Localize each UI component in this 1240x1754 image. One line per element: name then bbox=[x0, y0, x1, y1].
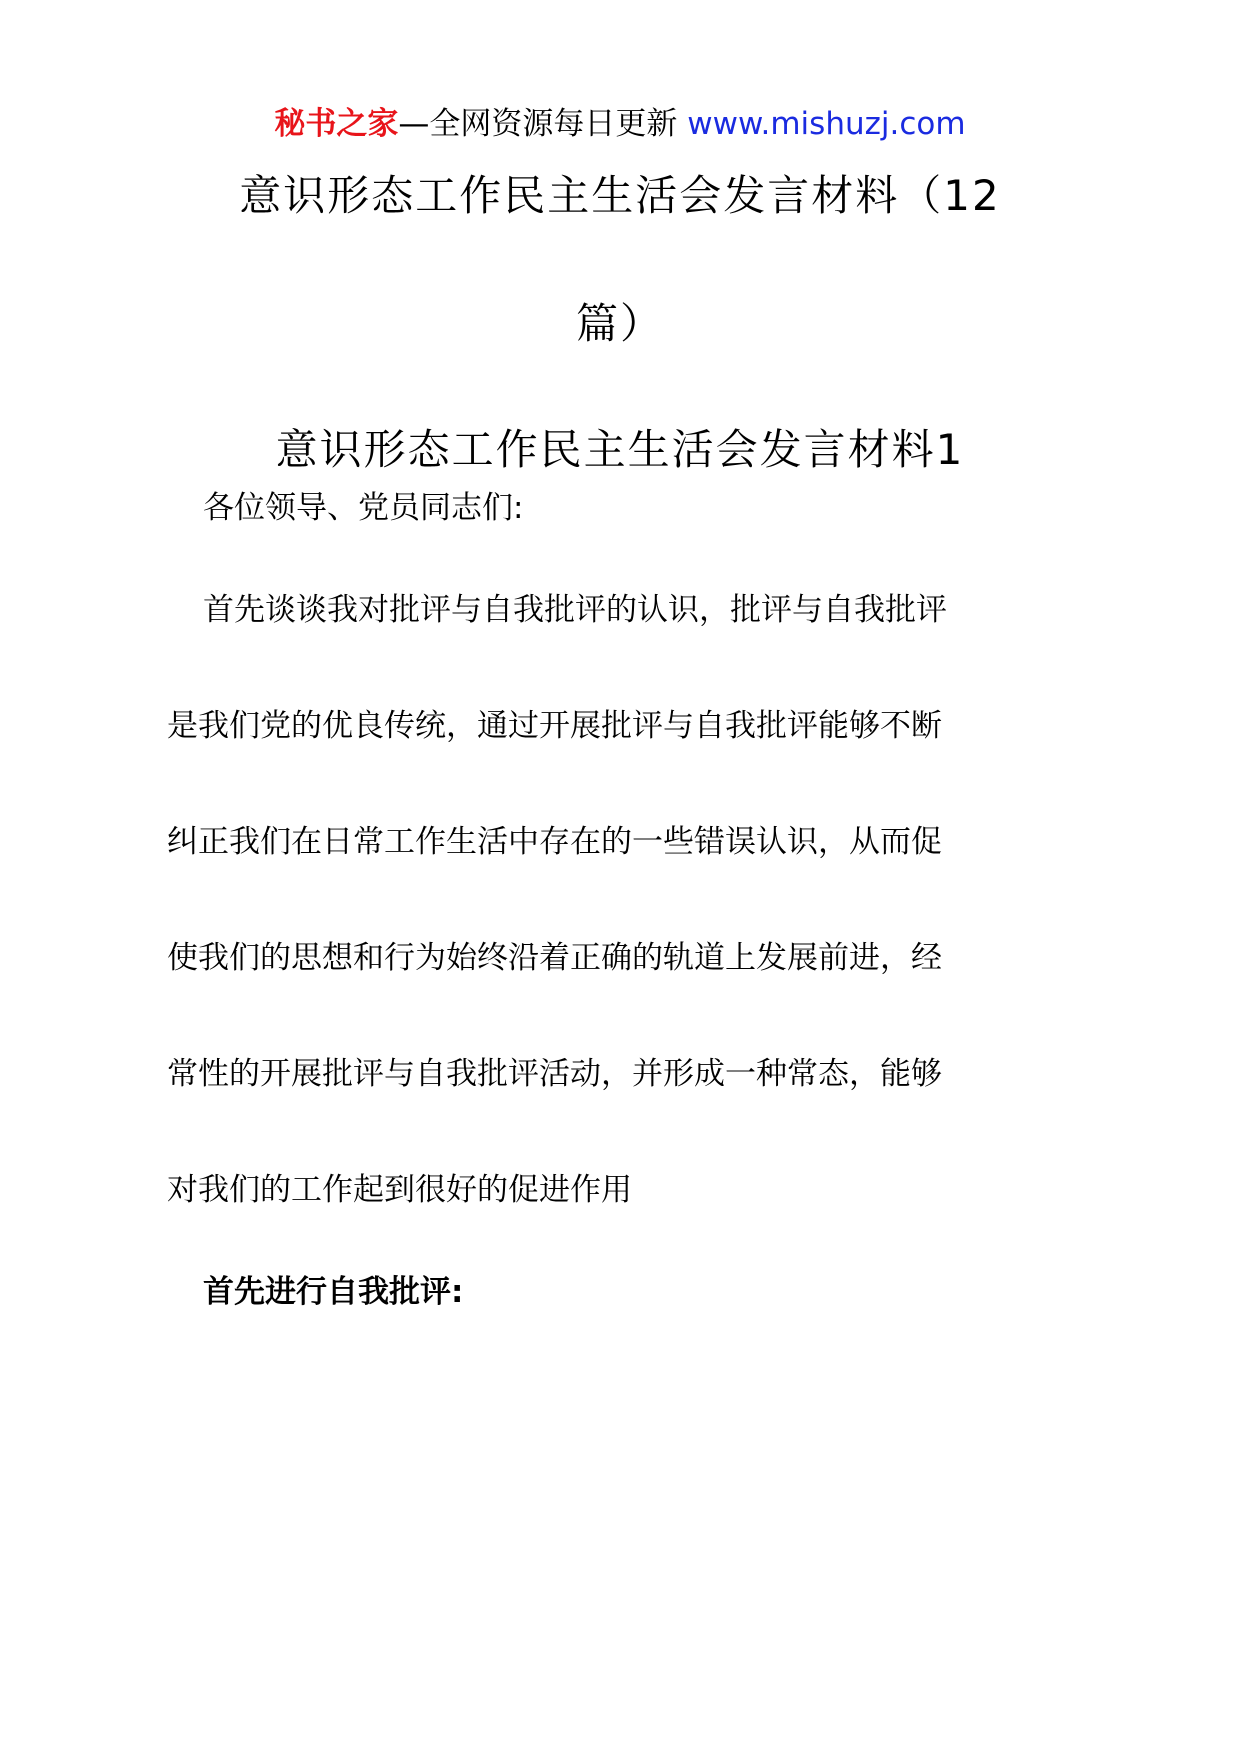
paragraph-line: 纠正我们在日常工作生活中存在的一些错误认识，从而促 bbox=[167, 824, 942, 860]
subheading-self-criticism: 首先进行自我批评: bbox=[203, 1274, 464, 1310]
paragraph-line: 使我们的思想和行为始终沿着正确的轨道上发展前进，经 bbox=[167, 940, 942, 976]
paragraph-line: 是我们党的优良传统，通过开展批评与自我批评能够不断 bbox=[167, 708, 942, 744]
header-slogan: —全网资源每日更新 bbox=[398, 106, 678, 142]
salutation: 各位领导、党员同志们: bbox=[203, 490, 524, 526]
document-title-line-1: 意识形态工作民主生活会发言材料（12 bbox=[239, 171, 1001, 220]
brand-name: 秘书之家 bbox=[274, 106, 399, 142]
paragraph-line: 首先谈谈我对批评与自我批评的认识，批评与自我批评 bbox=[203, 592, 947, 628]
site-url[interactable]: www.mishuzj.com bbox=[687, 106, 966, 142]
document-title-line-2: 篇） bbox=[575, 299, 664, 348]
site-header bbox=[0, 100, 1240, 148]
paragraph-line: 对我们的工作起到很好的促进作用 bbox=[167, 1172, 632, 1208]
paragraph-line: 常性的开展批评与自我批评活动，并形成一种常态，能够 bbox=[167, 1056, 942, 1092]
section-title: 意识形态工作民主生活会发言材料1 bbox=[275, 425, 965, 474]
